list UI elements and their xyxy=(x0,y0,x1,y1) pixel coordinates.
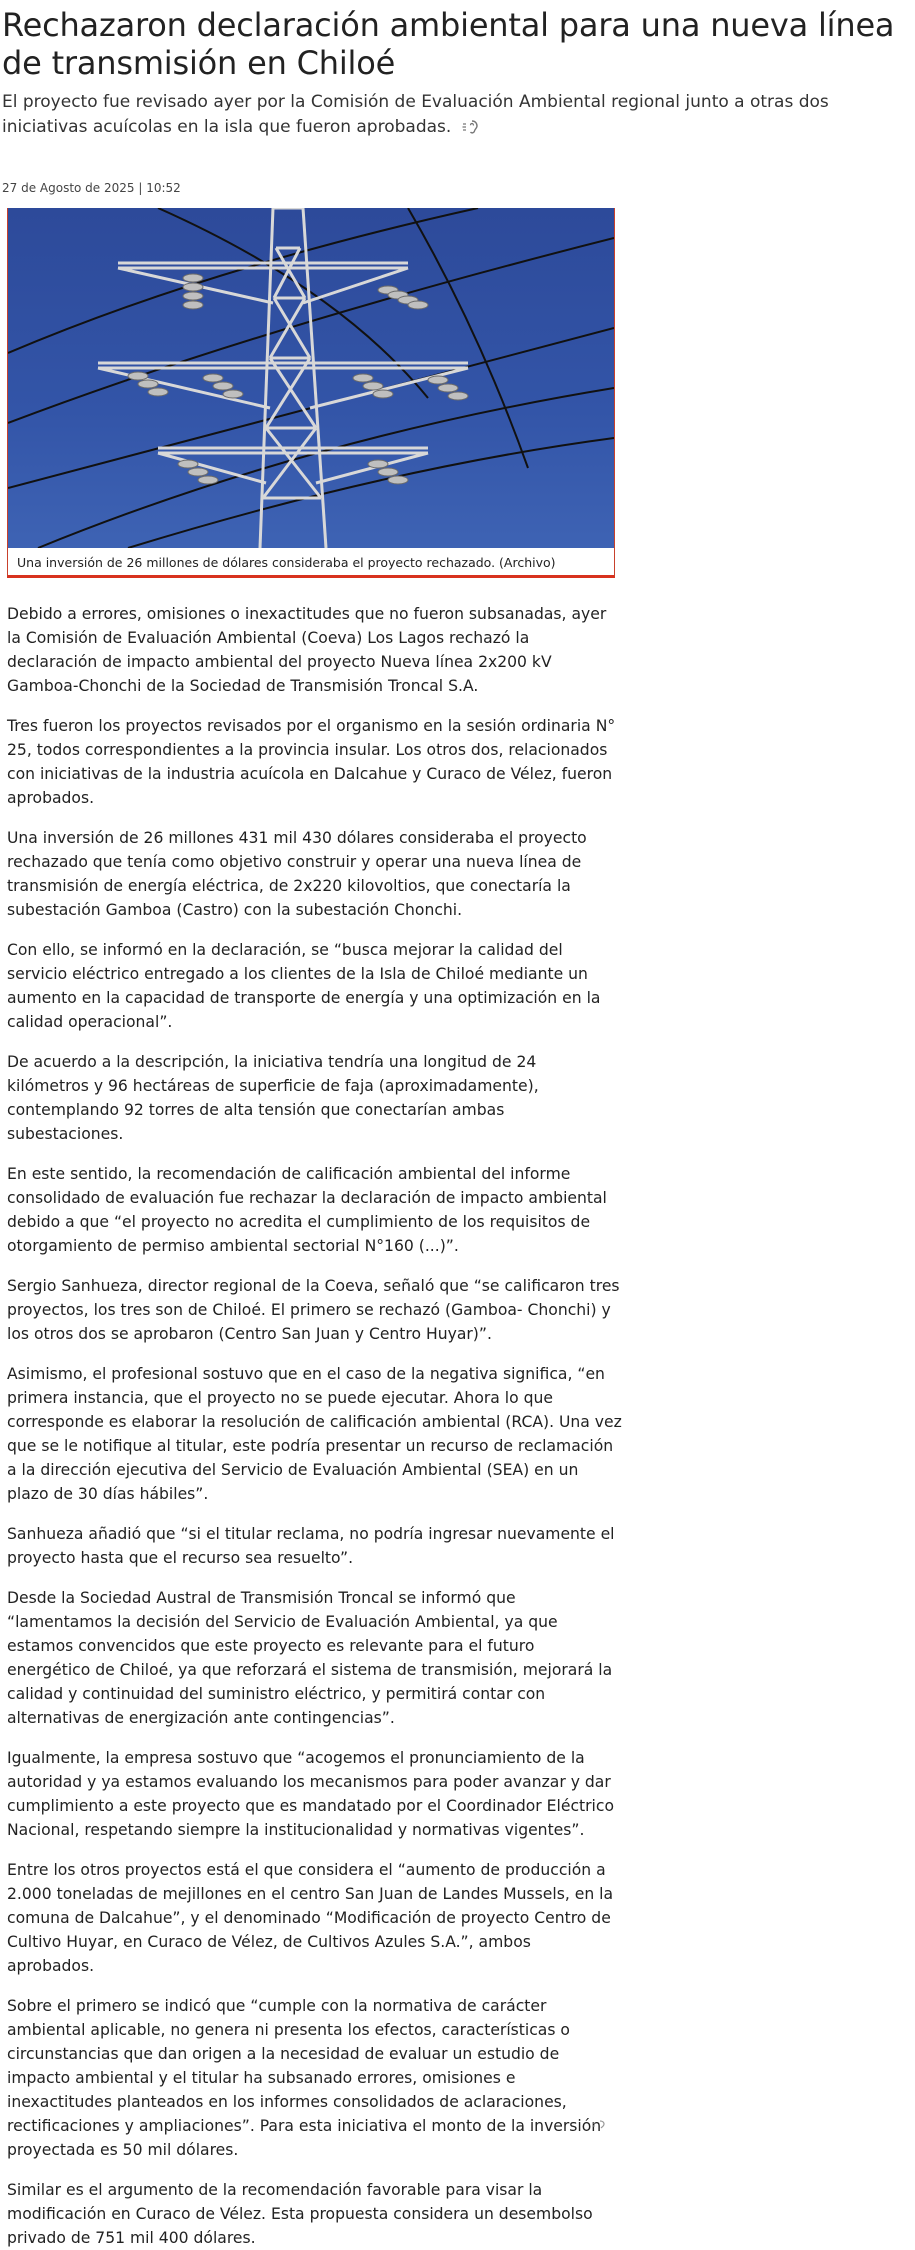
article-body xyxy=(7,602,622,2250)
paragraph: Sobre el primero se indicó que “cumple con la normativa de carácter ambiental aplicable, no genera ni presenta los efectos, características o circunstancias que dan origen a la necesidad de evaluar un estudio de impacto ambiental y el titular ha subsanado errores, omisiones e inexactitudes planteados en los informes consolidados de aclaraciones, rectificaciones y ampliaciones”. Para esta iniciativa el monto de la inversión proyectada es 50 mil dólares. xyxy=(7,1997,602,2159)
paragraph: Tres fueron los proyectos revisados por el organismo en la sesión ordinaria N° 25, todos correspondientes a la provincia insular. Los otros dos, relacionados con iniciativas de la industria acuícola en Dalcahue y Curaco de Vélez, fueron aprobados. xyxy=(7,717,616,807)
paragraph: Debido a errores, omisiones o inexactitudes que no fueron subsanadas, ayer la Comisión de Evaluación Ambiental (Coeva) Los Lagos rechazó la declaración de impacto ambiental del proyecto Nueva línea 2x200 kV Gamboa-Chonchi de la Sociedad de Transmisión Troncal S.A. xyxy=(7,605,607,695)
paragraph: Similar es el argumento de la recomendación favorable para visar la modificación en Curaco de Vélez. Esta propuesta considera un desembolso privado de 751 mil 400 dólares. xyxy=(7,2181,593,2247)
paragraph: Con ello, se informó en la declaración, se “busca mejorar la calidad del servicio eléctrico entregado a los clientes de la Isla de Chiloé mediante un aumento en la capacidad de transporte de energía y una optimización en la calidad operacional”. xyxy=(7,941,601,1031)
paragraph: Asimismo, el profesional sostuvo que en el caso de la negativa significa, “en primera instancia, que el proyecto no se puede ejecutar. Ahora lo que corresponde es elaborar la resolución de calificación ambiental (RCA). Una vez que se le notifique al titular, este podría presentar un recurso de reclamación a la dirección ejecutiva del Servicio de Evaluación Ambiental (SEA) en un plazo de 30 días hábiles”. xyxy=(7,1365,622,1503)
article-subtitle xyxy=(2,90,907,142)
paragraph: Sanhueza añadió que “si el titular reclama, no podría ingresar nuevamente el proyecto hasta que el recurso sea resuelto”. xyxy=(7,1525,615,1567)
listen-ear-icon[interactable] xyxy=(461,117,483,142)
article-figure xyxy=(7,208,615,578)
paragraph: Igualmente, la empresa sostuvo que “acogemos el pronunciamiento de la autoridad y ya estamos evaluando los mecanismos para poder avanzar y dar cumplimiento a este proyecto que es mandatado por el Coordinador Eléctrico Nacional, respetando siempre la institucionalidad y normativas vigentes”. xyxy=(7,1749,614,1839)
article-title: Rechazaron declaración ambiental para una nueva línea de transmisión en Chiloé xyxy=(2,6,895,82)
paragraph: Desde la Sociedad Austral de Transmisión Troncal se informó que “lamentamos la decisión del Servicio de Evaluación Ambiental, ya que estamos convencidos que este proyecto es relevante para el futuro energético de Chiloé, ya que reforzará el sistema de transmisión, mejorará la calidad y continuidad del suministro eléctrico, y permitirá contar con alternativas de energización ante contingencias”. xyxy=(7,1589,613,1727)
paragraph: En este sentido, la recomendación de calificación ambiental del informe consolidado de evaluación fue rechazar la declaración de impacto ambiental debido a que “el proyecto no acredita el cumplimiento de los requisitos de otorgamiento de permiso ambiental sectorial N°160 (...)”. xyxy=(7,1165,607,1255)
publish-date: 27 de Agosto de 2025 | 10:52 xyxy=(2,181,181,195)
paragraph: De acuerdo a la descripción, la iniciativa tendría una longitud de 24 kilómetros y 96 hectáreas de superficie de faja (aproximadamente), contemplando 92 torres de alta tensión que conectarían ambas subestaciones. xyxy=(7,1053,539,1143)
paragraph: Entre los otros proyectos está el que considera el “aumento de producción a 2.000 toneladas de mejillones en el centro San Juan de Landes Mussels, en la comuna de Dalcahue”, y el denominado “Modificación de proyecto Centro de Cultivo Huyar, en Curaco de Vélez, de Cultivos Azules S.A.”, ambos aprobados. xyxy=(7,1861,614,1975)
transmission-tower-photo xyxy=(8,208,614,548)
paragraph: Una inversión de 26 millones 431 mil 430 dólares consideraba el proyecto rechazado que tenía como objetivo construir y operar una nueva línea de transmisión de energía eléctrica, de 2x220 kilovoltios, que conectaría la subestación Gamboa (Castro) con la subestación Chonchi. xyxy=(7,829,587,919)
paragraph: Sergio Sanhueza, director regional de la Coeva, señaló que “se calificaron tres proyectos, los tres son de Chiloé. El primero se rechazó (Gamboa- Chonchi) y los otros dos se aprobaron (Centro San Juan y Centro Huyar)”. xyxy=(7,1277,620,1343)
subtitle-text: El proyecto fue revisado ayer por la Comisión de Evaluación Ambiental regional junto a otras dos iniciativas acuícolas en la isla que fueron aprobadas. xyxy=(2,92,829,137)
image-caption: Una inversión de 26 millones de dólares consideraba el proyecto rechazado. (Archivo) xyxy=(17,555,556,570)
